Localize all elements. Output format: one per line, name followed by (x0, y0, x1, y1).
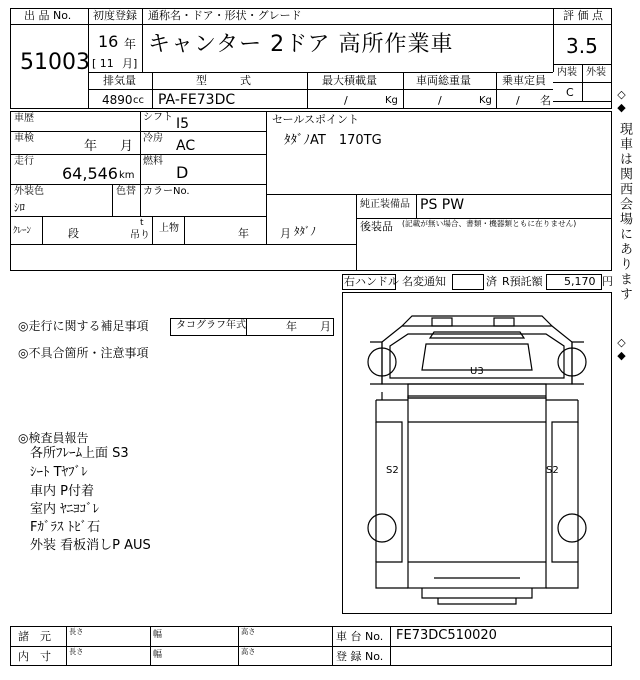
interior-label: 内装 (557, 67, 577, 78)
inspection-year: 年 (84, 139, 98, 154)
dimensions-footer-label: 内 寸 (18, 650, 51, 663)
inspector-label: ◎検査員報告 (18, 431, 89, 445)
truck-diagram (342, 292, 612, 614)
tachograph-label: タコグラフ年式 (176, 320, 246, 331)
shift-value: I5 (176, 116, 190, 132)
aftermarket-note: (記載が無い場合、書類・機器類ともに在りません) (402, 220, 577, 229)
recycle-label: 済 (486, 275, 497, 288)
damage-mark-left: S2 (386, 465, 399, 476)
fuel-value: D (176, 163, 189, 182)
specs-height-label: 高さ (241, 628, 256, 637)
crane-label: ｸﾚｰﾝ (13, 226, 32, 236)
inspector-line-3: 車内 P付着 (30, 484, 94, 499)
side-banner-bottom-mark: ◇◆ (615, 336, 628, 362)
gross-weight-value: / (438, 94, 442, 107)
color-value: ｼﾛ (14, 201, 25, 214)
rating-value: 3.5 (566, 34, 598, 58)
registration-label: 登 録 No. (336, 650, 384, 663)
specs-width-label: 幅 (153, 630, 163, 640)
vehicle-label: 通称名・ドア・形状・グレード (148, 9, 302, 22)
inspector-line-5: Fｶﾞﾗｽ ﾄﾋﾞ石 (30, 520, 101, 535)
side-banner-top-mark: ◇◆ (615, 88, 628, 114)
aircon-value: AC (176, 138, 196, 154)
side-banner-text: 現車は関西会場にあります (617, 122, 632, 302)
genuine-equipment-label: 純正装備品 (360, 199, 410, 210)
reg-year: 16 (98, 32, 119, 51)
displacement-unit: cc (133, 95, 144, 106)
sales-point-text: ﾀﾀﾞﾉAT 170TG (284, 133, 382, 148)
rating-label: 評 価 点 (563, 9, 603, 22)
defects-label: ◎不具合箇所・注意事項 (18, 346, 149, 360)
gross-weight-unit: Kg (479, 95, 492, 106)
max-load-label: 最大積載量 (322, 74, 377, 87)
driving-notes-label: ◎走行に関する補足事項 (18, 319, 149, 333)
yen-label: 円 (602, 275, 613, 288)
tachograph-month: 月 (320, 320, 331, 333)
max-load-unit: Kg (385, 95, 398, 106)
lot-number: 51003 (20, 50, 90, 75)
change-notice-box (452, 274, 484, 290)
sales-point-label: セールスポイント (272, 113, 360, 126)
reg-month: [ 11 (92, 57, 114, 70)
capacity-label: 乗車定員 (502, 74, 546, 87)
crane-stage: 段 (68, 227, 79, 240)
side-banner (614, 86, 638, 376)
model-label: 型 式 (196, 74, 251, 87)
genuine-equipment-value: PS PW (420, 197, 465, 213)
color-code-label: カラーNo. (143, 186, 190, 197)
change-notice-label: 名変通知 (402, 275, 446, 288)
upper-month: 月 (280, 227, 291, 240)
vehicle-name: キャンター 2ドア 高所作業車 (148, 32, 454, 57)
first-reg-label: 初度登録 (93, 9, 137, 22)
tachograph-year: 年 (286, 320, 297, 333)
inspector-line-4: 室内 ﾔﾆﾖｺﾞﾚ (30, 502, 100, 517)
damage-mark-top: U3 (470, 366, 484, 377)
aftermarket-label: 後装品 (360, 220, 393, 233)
recycle-deposit-value: 5,170 (564, 275, 596, 288)
gross-weight-label: 車両総重量 (416, 74, 471, 87)
reg-year-unit: 年 (124, 37, 137, 51)
damage-mark-right: S2 (546, 465, 559, 476)
chassis-number: FE73DC510020 (396, 628, 497, 643)
dimensions-height-label: 高さ (241, 648, 256, 657)
exterior-grade: C (566, 86, 574, 99)
fuel-label: 燃料 (143, 156, 163, 167)
recycle-deposit-label: R預託額 (502, 275, 543, 288)
shift-label: シフト (143, 112, 173, 123)
aircon-label: 冷房 (143, 133, 163, 144)
inspector-line-1: 各所ﾌﾚｰﾑ上面 S3 (30, 446, 129, 461)
inspection-label: 車検 (14, 133, 34, 144)
inspector-line-6: 外装 看板消しP AUS (30, 538, 151, 553)
mileage-value: 64,546 (62, 164, 118, 183)
lot-no-label: 出 品 No. (24, 9, 72, 22)
exterior-label: 外装 (586, 67, 606, 78)
mileage-unit: km (119, 170, 135, 181)
capacity-value: / (516, 94, 520, 107)
color-change-label: 色替 (116, 186, 136, 197)
chassis-label: 車 台 No. (336, 630, 384, 643)
upper-year: 年 (238, 227, 249, 240)
displacement-label: 排気量 (103, 74, 136, 87)
model-value: PA-FE73DC (158, 92, 236, 108)
history-label: 車歴 (14, 113, 34, 124)
right-hand-label: 右ハンドル (344, 275, 399, 288)
dimensions-length-label: 長さ (69, 648, 84, 657)
reg-month-unit: 月] (122, 57, 138, 70)
specs-length-label: 長さ (69, 628, 84, 637)
dimensions-width-label: 幅 (153, 650, 163, 660)
color-label: 外装色 (14, 186, 44, 197)
upper-maker: ﾀﾀﾞﾉ (294, 225, 316, 238)
inspection-month: 月 (120, 139, 134, 154)
max-load-value: / (344, 94, 348, 107)
specs-footer-label: 諸 元 (18, 630, 51, 643)
inspector-line-2: ｼｰﾄ Tﾔﾌﾞﾚ (30, 465, 88, 480)
crane-hang: 吊り (130, 230, 150, 241)
displacement-value: 4890 (102, 93, 133, 107)
mileage-label: 走行 (14, 156, 34, 167)
crane-ton: t (140, 218, 144, 228)
upper-label: 上物 (159, 223, 179, 234)
capacity-unit: 名 (540, 94, 551, 107)
